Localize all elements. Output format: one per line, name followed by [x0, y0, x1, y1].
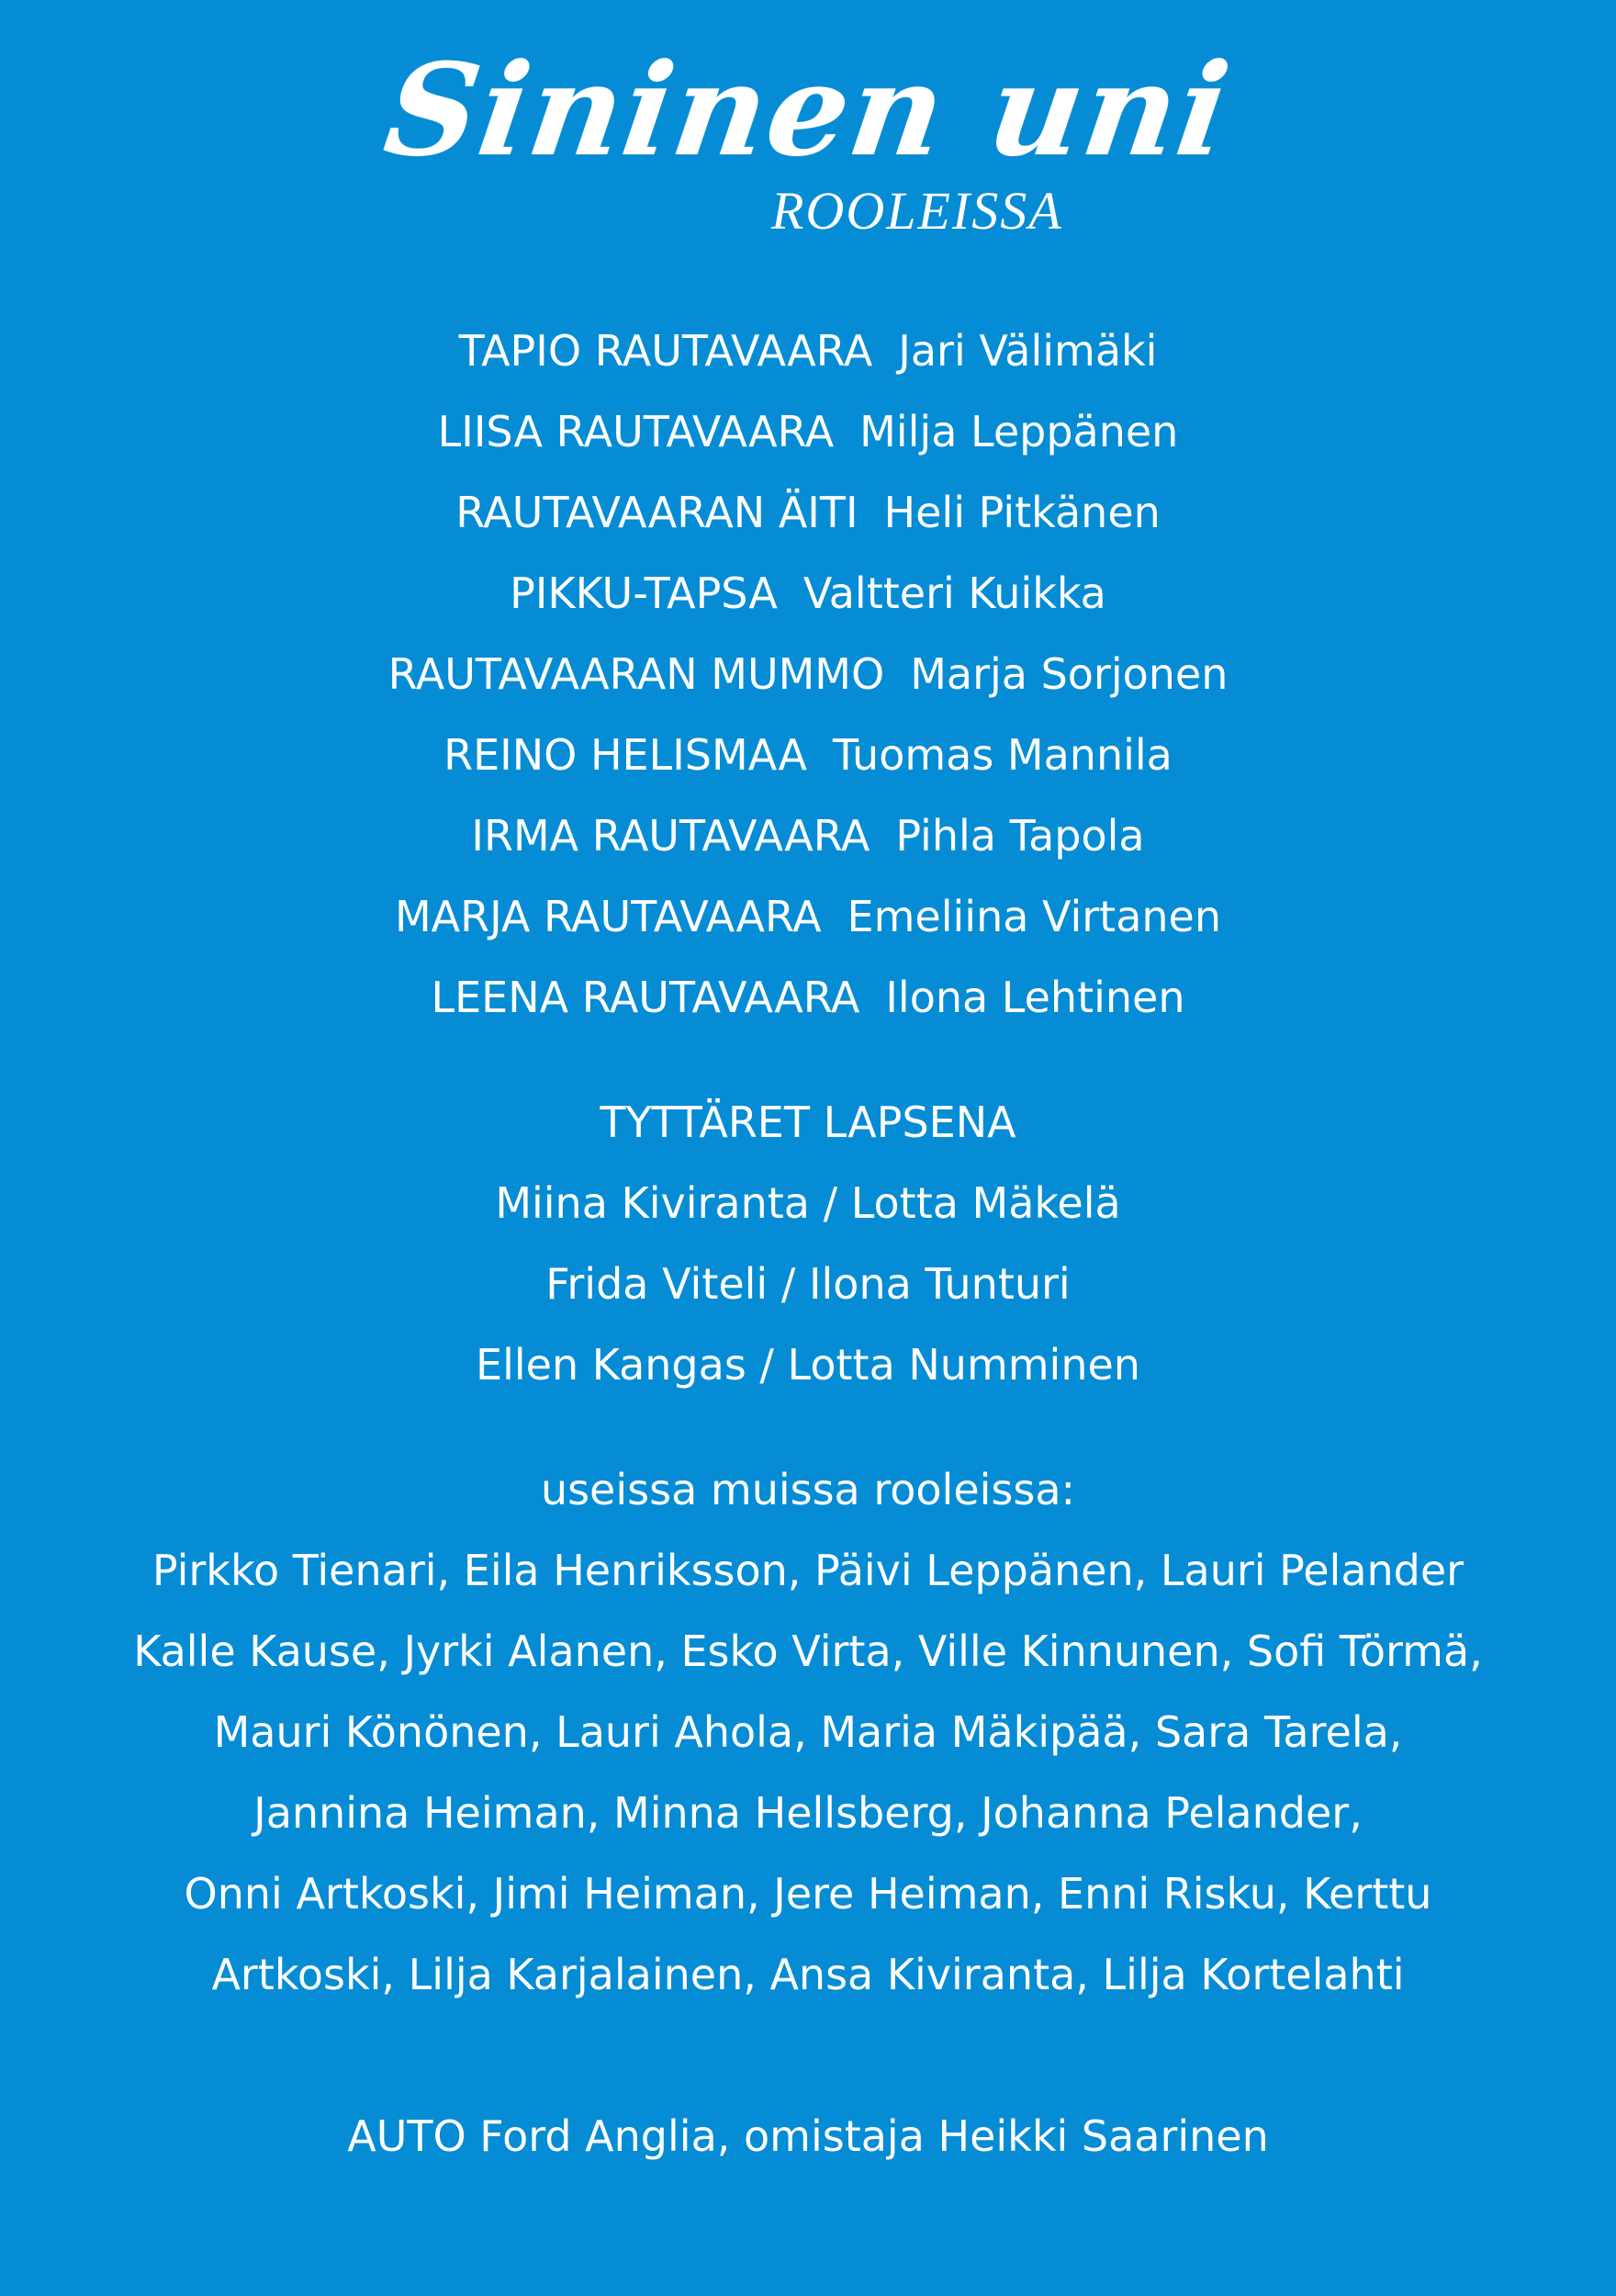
- cast-role: RAUTAVAARAN ÄITI: [455, 488, 858, 537]
- car-credit: AUTO Ford Anglia, omistaja Heikki Saarinen: [347, 2111, 1269, 2161]
- cast-role: LIISA RAUTAVAARA: [437, 407, 835, 456]
- cast-actor: Jari Välimäki: [898, 326, 1158, 376]
- cast-role: LEENA RAUTAVAARA: [431, 973, 860, 1022]
- poster-subtitle: ROOLEISSA: [771, 181, 1063, 241]
- cast-line: [0, 566, 1616, 621]
- cast-role: IRMA RAUTAVAARA: [471, 811, 870, 861]
- cast-actor: Ilona Lehtinen: [885, 973, 1185, 1022]
- cast-line: [0, 404, 1616, 459]
- others-heading: useissa muissa rooleissa:: [540, 1465, 1076, 1514]
- others-line: Kalle Kause, Jyrki Alanen, Esko Virta, Ville Kinnunen, Sofi Törmä,: [133, 1626, 1483, 1676]
- daughters-line: Ellen Kangas / Lotta Numminen: [476, 1340, 1140, 1390]
- poster-title: Sininen uni: [376, 35, 1240, 185]
- others-line: Mauri Könönen, Lauri Ahola, Maria Mäkipää, Sara Tarela,: [213, 1707, 1403, 1757]
- cast-actor: Heli Pitkänen: [883, 488, 1161, 537]
- others-line: Jannina Heiman, Minna Hellsberg, Johanna Pelander,: [253, 1788, 1363, 1838]
- cast-role: PIKKU-TAPSA: [510, 568, 778, 618]
- cast-role: TAPIO RAUTAVAARA: [458, 326, 873, 376]
- cast-actor: Emeliina Virtanen: [847, 892, 1222, 941]
- cast-actor: Valtteri Kuikka: [802, 568, 1106, 618]
- cast-role: REINO HELISMAA: [443, 730, 807, 780]
- others-line: Artkoski, Lilja Karjalainen, Ansa Kiviranta, Lilja Kortelahti: [211, 1950, 1405, 1999]
- daughters-line: Frida Viteli / Ilona Tunturi: [545, 1259, 1071, 1309]
- cast-actor: Marja Sorjonen: [910, 649, 1229, 699]
- cast-line: [0, 647, 1616, 702]
- cast-line: [0, 485, 1616, 540]
- cast-line: [0, 323, 1616, 378]
- cast-actor: Pihla Tapola: [895, 811, 1145, 861]
- daughters-heading: TYTTÄRET LAPSENA: [600, 1097, 1016, 1147]
- cast-role: MARJA RAUTAVAARA: [394, 892, 822, 941]
- others-line: Pirkko Tienari, Eila Henriksson, Päivi Leppänen, Lauri Pelander: [152, 1546, 1464, 1595]
- cast-role: RAUTAVAARAN MUMMO: [387, 649, 885, 699]
- daughters-line: Miina Kiviranta / Lotta Mäkelä: [495, 1178, 1121, 1228]
- cast-line: [0, 889, 1616, 944]
- cast-line: [0, 808, 1616, 863]
- others-line: Onni Artkoski, Jimi Heiman, Jere Heiman, Enni Risku, Kerttu: [184, 1869, 1432, 1919]
- cast-actor: Milja Leppänen: [859, 407, 1179, 456]
- cast-line: [0, 970, 1616, 1025]
- cast-actor: Tuomas Mannila: [832, 730, 1173, 780]
- cast-line: [0, 727, 1616, 782]
